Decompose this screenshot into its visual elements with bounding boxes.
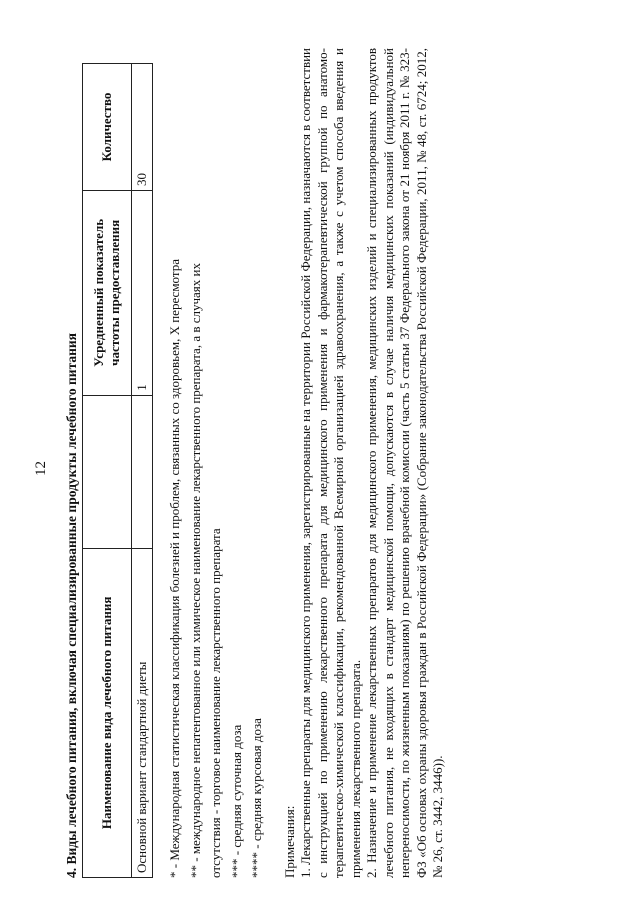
header-frequency: Усредненный показатель частоты предоставления [83,190,132,395]
section-title: 4. Виды лечебного питания, включая специализированные продукты лечебного питания [64,333,79,878]
footnote: * - Международная статистическая классификация болезней и проблем, связанных со здоровьем, X пересмотра [167,259,182,878]
cell-empty [132,395,153,548]
footnote: *** - средняя суточная доза [228,724,244,878]
header-empty [83,395,132,548]
notes-title: Примечания: [281,805,297,878]
cell-frequency: 1 [132,190,153,395]
diet-table [82,63,153,878]
header-diet-name: Наименование вида лечебного питания [83,548,132,877]
cell-quantity: 30 [132,64,153,191]
notes [282,48,447,878]
table-row [132,64,153,878]
footnote: ** - международное непатентованное или химическое наименование лекарственного препарата, а в случаях их [187,263,203,878]
note-item: 1. Лекарственные препараты для медицинского применения, зарегистрированные на территории Российской Федерации, назначаются в соответствии с инструкцией по применению лекарственного препарата для медицинского применения и фармакотерапевтической группой по анатомо-терапевтическо-химической классификации, рекомендованной Всемирной организацией здравоохранения, а также с учетом способа введения и применения лекарственного препарата. [298,47,363,878]
footnote: **** - средняя курсовая доза [249,718,264,878]
footnote: отсутствия - торговое наименование лекарственного препарата [208,528,223,878]
cell-diet-name: Основной вариант стандартной диеты [132,548,153,877]
header-quantity: Количество [83,64,132,191]
page-number: 12 [33,461,49,476]
table-header-row [83,64,132,878]
footnotes [165,48,268,878]
note-item: 2. Назначение и применение лекарственных препаратов для медицинского применения, медицинских изделий и специализированных продуктов лечебного питания, не входящих в стандарт медицинской помощи, допускаются в случае наличия медицинских показаний (индивидуальной непереносимости, по жизненным показаниям) по решению врачебной комиссии (часть 5 статьи 37 Федерального закона от 21 ноября 2011 г. № 323-ФЗ «Об основах охраны здоровья граждан в Российской Федерации» (Собрание законодательства Российской Федерации, 2011, № 48, ст. 6724; 2012, № 26, ст. 3442, 3446)). [364,48,445,878]
page-content [64,48,640,878]
